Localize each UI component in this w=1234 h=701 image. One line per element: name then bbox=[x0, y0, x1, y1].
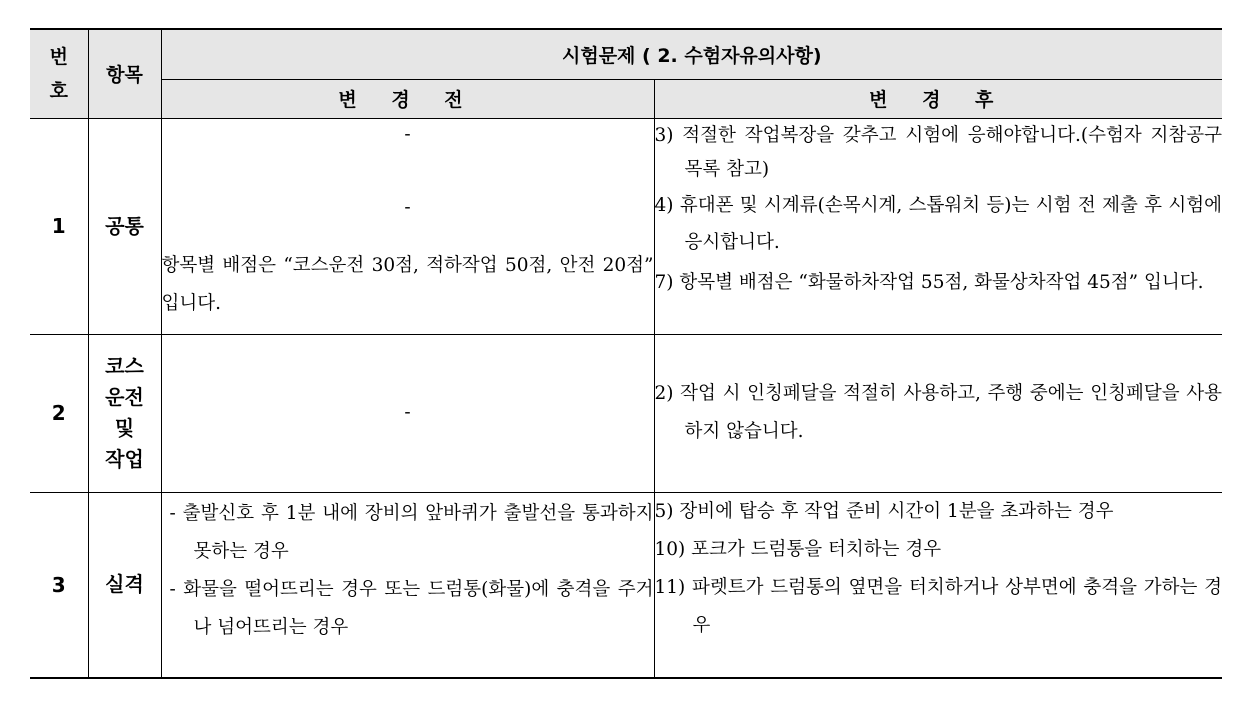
row-3-before bbox=[161, 492, 654, 678]
table-row-2 bbox=[30, 334, 1222, 492]
row-1-before bbox=[161, 118, 654, 334]
row-2-item-line-4: 작업 bbox=[105, 447, 144, 471]
row-1-item: 공통 bbox=[88, 118, 161, 334]
row-3-item: 실격 bbox=[88, 492, 161, 678]
row-2-before bbox=[161, 334, 654, 492]
row-3-before-line-2: - 화물을 떨어뜨리는 경우 또는 드럼통(화물)에 충격을 주거나 넘어뜨리는 경우 bbox=[169, 578, 654, 638]
row-3-after-line-3: 11) 파렛트가 드럼통의 옆면을 터치하거나 상부면에 충격을 가하는 경우 bbox=[654, 576, 1223, 636]
header-test-title: 시험문제 ( 2. 수험자유의사항) bbox=[161, 29, 1222, 79]
row-2-item-line-3: 및 bbox=[114, 416, 135, 440]
row-2-item-line-1: 코스 bbox=[105, 354, 144, 378]
table-row-1 bbox=[30, 118, 1222, 334]
row-1-before-line-2: - bbox=[404, 196, 411, 218]
header-before: 변 경 전 bbox=[161, 79, 654, 118]
row-2-after-line-1: 2) 작업 시 인칭페달을 적절히 사용하고, 주행 중에는 인칭페달을 사용하지 않습니다. bbox=[654, 383, 1223, 442]
row-2-item-line-2: 운전 bbox=[105, 385, 144, 409]
row-3-after-line-2: 10) 포크가 드럼통을 터치하는 경우 bbox=[654, 538, 942, 560]
row-2-item bbox=[88, 334, 161, 492]
row-1-after-line-1: 3) 적절한 작업복장을 갖추고 시험에 응해야합니다.(수험자 지참공구 목록 참고) bbox=[654, 124, 1223, 180]
row-3-number: 3 bbox=[30, 492, 88, 678]
row-2-before-line-1: - bbox=[404, 402, 411, 423]
row-1-number: 1 bbox=[30, 118, 88, 334]
header-number-line2: 호 bbox=[49, 79, 68, 102]
row-2-number: 2 bbox=[30, 334, 88, 492]
row-3-after-line-1: 5) 장비에 탑승 후 작업 준비 시간이 1분을 초과하는 경우 bbox=[654, 500, 1114, 522]
row-2-after bbox=[654, 334, 1222, 492]
row-3-before-line-1: - 출발신호 후 1분 내에 장비의 앞바퀴가 출발선을 통과하지 못하는 경우 bbox=[169, 502, 654, 562]
row-1-before-line-1: - bbox=[404, 123, 411, 145]
table-row-3 bbox=[30, 492, 1222, 678]
row-1-after bbox=[654, 118, 1222, 334]
comparison-table bbox=[30, 28, 1222, 679]
row-3-after bbox=[654, 492, 1222, 678]
header-number bbox=[30, 29, 88, 118]
header-after: 변 경 후 bbox=[654, 79, 1222, 118]
header-number-line1: 번 bbox=[49, 45, 68, 68]
row-1-before-line-3: 항목별 배점은 “코스운전 30점, 적하작업 50점, 안전 20점” 입니다. bbox=[161, 254, 654, 314]
row-1-after-line-2: 4) 휴대폰 및 시계류(손목시계, 스톱워치 등)는 시험 전 제출 후 시험에 응시합니다. bbox=[654, 194, 1223, 253]
header-item: 항목 bbox=[88, 29, 161, 118]
row-1-after-line-3: 7) 항목별 배점은 “화물하차작업 55점, 화물상차작업 45점” 입니다. bbox=[654, 271, 1204, 293]
